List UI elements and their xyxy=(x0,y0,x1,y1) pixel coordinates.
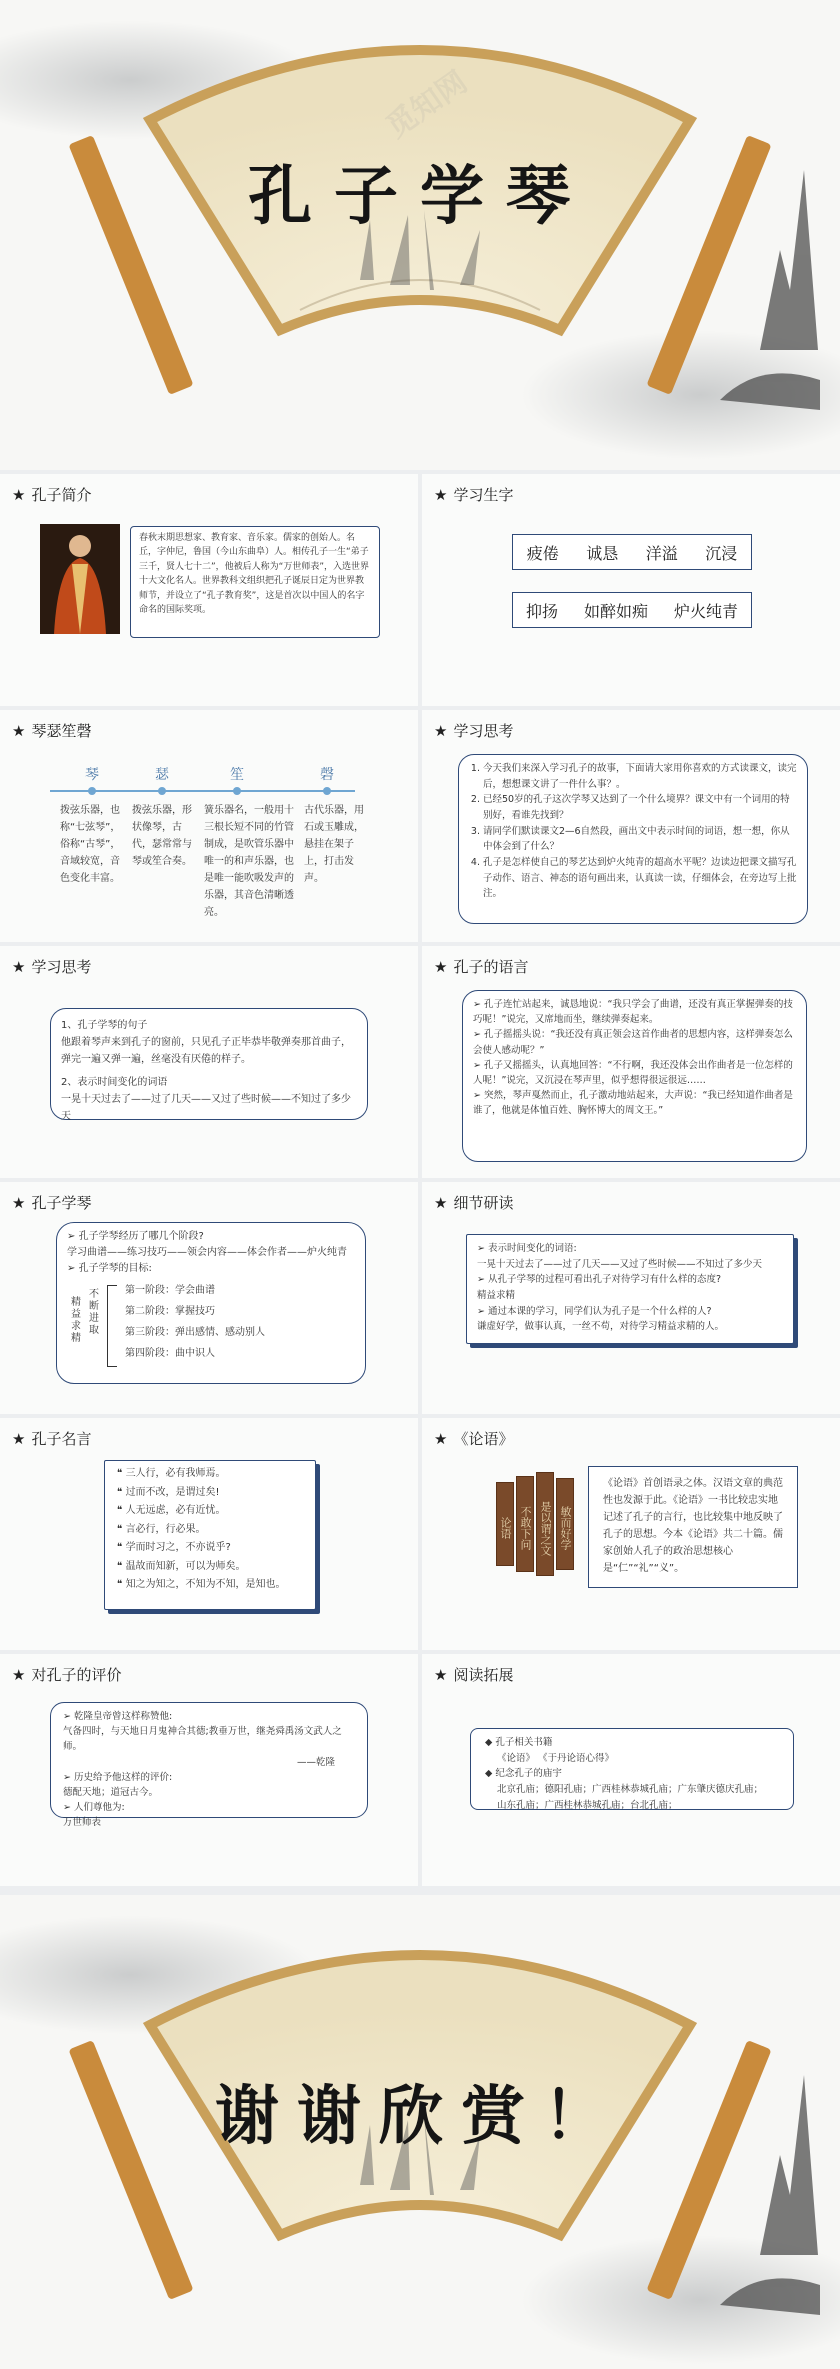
slide-analects xyxy=(422,1418,840,1650)
instrument-desc: 拨弦乐器，也称“七弦琴”，俗称“古琴”，音域较宽，音色变化丰富。 xyxy=(60,805,121,884)
speech-item: ➢ 孔子又摇摇头，认真地回答：“不行啊，我还没体会出作曲者是一位怎样的人呢！”说完，又沉浸在琴声里，似乎想得很远很远…… xyxy=(473,1059,793,1086)
evaluation-quote: 气备四时，与天地日月鬼神合其德;教垂万世，继尧舜禹汤文武人之师。 xyxy=(63,1726,342,1753)
word-row-1 xyxy=(512,534,752,570)
slide-header: ★ 学习思考 xyxy=(434,722,514,740)
slide-extended-reading xyxy=(422,1654,840,1886)
watermark: 觅知网 xyxy=(380,64,474,146)
detail-line: 谦虚好学，做事认真，一丝不苟，对待学习精益求精的人。 xyxy=(477,1321,725,1333)
questions-box xyxy=(458,754,808,924)
instrument-desc: 古代乐器，用石或玉雕成，悬挂在架子上，打击发声。 xyxy=(304,805,364,884)
quote-item: ❝ 温故而知新，可以为师矣。 xyxy=(117,1560,246,1572)
confucius-portrait xyxy=(40,524,120,634)
slide-study-answers xyxy=(0,946,418,1178)
speech-item: ➢ 突然，琴声戛然而止，孔子激动地站起来，大声说：“我已经知道作曲者是谁了，他就是体恤百姓、胸怀博大的周文王。” xyxy=(473,1090,793,1117)
question-2: 2、表示时间变化的词语 xyxy=(61,1077,168,1088)
end-title: 谢谢欣赏！ xyxy=(215,2079,625,2154)
stage-item: 第四阶段：曲中识人 xyxy=(125,1348,215,1359)
end-slide xyxy=(0,1895,840,2369)
reading-heading: ◆ 纪念孔子的庙宇 xyxy=(485,1768,562,1780)
evaluation-text: 德配天地；道冠古今。 xyxy=(63,1786,159,1798)
slide-confucius-speech xyxy=(422,946,840,1178)
detail-line: 一晃十天过去了——过了几天——又过了些时候——不知过了多少天 xyxy=(477,1258,763,1270)
slide-study-questions xyxy=(422,710,840,942)
question-item: 1. 今天我们来深入学习孔子的故事，下面请大家用你喜欢的方式读课文，读完后，想想课文讲了一件什么事？。 xyxy=(483,761,797,792)
quote-item: ❝ 学而时习之，不亦说乎? xyxy=(117,1542,231,1553)
word: 疲倦 xyxy=(526,543,559,563)
reading-books: 《论语》 《于丹论语心得》 xyxy=(497,1752,615,1764)
slide-header: ★ 孔子名言 xyxy=(12,1430,92,1448)
instrument-desc: 拨弦乐器，形状像琴，古代，瑟常常与琴或笙合奏。 xyxy=(132,805,192,867)
quote-item: ❝ 过而不改，是谓过矣! xyxy=(117,1486,220,1498)
stage-question-1: ➢ 孔子学琴经历了哪几个阶段? xyxy=(67,1231,204,1242)
answer-1: 他跟着琴声来到孔子的窗前，只见孔子正毕恭毕敬弹奏那首曲子，弹完一遍又弹一遍，丝毫没有厌倦的样子。 xyxy=(61,1037,351,1065)
title-slide xyxy=(0,0,840,470)
question-item: 3. 请同学们默读课文2—6自然段，画出文中表示时间的词语，想一想，你从中体会到了什么？ xyxy=(483,824,797,855)
detail-box xyxy=(466,1234,794,1344)
stage-item: 第三阶段：弹出感情、感动别人 xyxy=(125,1327,265,1338)
stage-item: 第二阶段：掌握技巧 xyxy=(125,1306,215,1317)
detail-line: ➢ 表示时间变化的词语: xyxy=(477,1243,577,1254)
slide-header: ★ 孔子学琴 xyxy=(12,1194,92,1212)
quote-item: ❝ 三人行，必有我师焉。 xyxy=(117,1468,226,1479)
evaluation-heading: ➢ 历史给予他这样的评价: xyxy=(63,1771,173,1783)
slide-header: ★ 《论语》 xyxy=(434,1430,514,1448)
instrument-label: 磬 xyxy=(320,767,334,783)
timeline-dot xyxy=(88,787,96,795)
slide-header: ★ 学习思考 xyxy=(12,958,92,976)
slide-header: ★ 琴瑟笙磬 xyxy=(12,722,92,740)
question-1: 1、孔子学琴的句子 xyxy=(61,1020,148,1031)
answer-2: 一晃十天过去了——过了几天——又过了些时候——不知过了多少天 xyxy=(61,1094,351,1122)
word: 沉浸 xyxy=(705,543,738,563)
slide-header: ★ 阅读拓展 xyxy=(434,1666,514,1684)
evaluation-heading: ➢ 人们尊他为: xyxy=(63,1802,125,1814)
reading-heading: ◆ 孔子相关书籍 xyxy=(485,1737,553,1748)
detail-line: 精益求精 xyxy=(477,1290,516,1302)
side-label: 不断进取 xyxy=(89,1289,99,1336)
slide-header: ★ 细节研读 xyxy=(434,1194,514,1212)
reading-text: 北京孔庙；德阳孔庙；广西桂林恭城孔庙；广东肇庆德庆孔庙； xyxy=(497,1784,764,1796)
quote-item: ❝ 人无远虑，必有近忧。 xyxy=(117,1505,226,1516)
timeline-dot xyxy=(233,787,241,795)
slide-header: ★ 孔子的语言 xyxy=(434,958,529,976)
analects-text-box: 《论语》首创语录之体。汉语文章的典范性也发源于此。《论语》一书比较忠实地记述了孔子的言行，也比较集中地反映了孔子的思想。今本《论语》共二十篇。儒家创始人孔子的政治思想核心是“仁”“礼”“义”。 xyxy=(588,1466,798,1588)
bamboo-book: 不敢下问 xyxy=(516,1476,534,1572)
bamboo-book: 是以谓之文 xyxy=(536,1472,554,1576)
slide-confucius-quotes xyxy=(0,1418,418,1650)
word-row-2 xyxy=(512,592,752,628)
bamboo-book: 敏而好学 xyxy=(556,1478,574,1570)
timeline-dot xyxy=(158,787,166,795)
slide-header: ★ 对孔子的评价 xyxy=(12,1666,122,1684)
word: 诚恳 xyxy=(586,543,619,563)
speech-item: ➢ 孔子连忙站起来，诚恳地说：“我只学会了曲谱，还没有真正掌握弹奏的技巧呢！”说完，又席地而坐，继续弹奏起来。 xyxy=(473,999,793,1026)
evaluation-box xyxy=(50,1702,368,1829)
detail-line: ➢ 从孔子学琴的过程可看出孔子对待学习有什么样的态度? xyxy=(477,1274,722,1286)
stage-question-2: ➢ 孔子学琴的目标: xyxy=(67,1263,152,1274)
page-title: 孔子学琴 xyxy=(248,159,592,234)
slide-detail-reading xyxy=(422,1182,840,1414)
bracket xyxy=(107,1285,117,1367)
evaluation-text: 万世师表 xyxy=(63,1817,102,1829)
reading-text: 山东孔庙；广西桂林恭城孔庙；台北孔庙； xyxy=(497,1799,678,1811)
intro-text-box: 春秋末期思想家、教育家、音乐家。儒家的创始人。名丘，字仲尼，鲁国（今山东曲阜）人。相传孔子一生“弟子三千，贤人七十二”，他被后人称为“万世师表”，入选世界十大文化名人。世界教科文组织把孔子诞辰日定为世界教师节，并设立了“孔子教育奖”，这是首次以中国人的名字命名的国际奖项。 xyxy=(130,526,380,638)
speech-item: ➢ 孔子摇摇头说：“我还没有真正领会这首作曲者的思想内容，这样弹奏怎么会使人感动呢？” xyxy=(473,1029,793,1056)
question-item: 4. 孔子是怎样使自己的琴艺达到炉火纯青的超高水平呢？边读边把课文描写孔子动作、语言、神态的语句画出来，认真读一读，仔细体会，在旁边写上批注。 xyxy=(483,855,797,902)
reading-box xyxy=(470,1728,794,1810)
word: 炉火纯青 xyxy=(673,601,738,621)
stages-box xyxy=(56,1222,366,1384)
side-label: 精益求精 xyxy=(71,1297,81,1344)
instrument-label: 笙 xyxy=(230,767,244,783)
word: 抑扬 xyxy=(525,601,558,621)
word: 如醉如痴 xyxy=(583,601,648,621)
word: 洋溢 xyxy=(645,543,678,563)
stage-item: 第一阶段：学会曲谱 xyxy=(125,1285,215,1296)
answers-box xyxy=(50,1008,368,1120)
evaluation-heading: ➢ 乾隆皇帝曾这样称赞他: xyxy=(63,1711,173,1722)
instrument-label: 琴 xyxy=(85,767,99,783)
stages-diagram xyxy=(67,1279,355,1375)
slide-header: ★ 学习生字 xyxy=(434,486,514,504)
bamboo-book: 论语 xyxy=(496,1482,514,1566)
quotes-box xyxy=(104,1460,316,1610)
timeline-dot xyxy=(323,787,331,795)
slide-evaluation xyxy=(0,1654,418,1886)
quote-item: ❝ 言必行，行必果。 xyxy=(117,1523,206,1535)
slide-new-words xyxy=(422,474,840,706)
slide-confucius-intro xyxy=(0,474,418,706)
slide-instruments xyxy=(0,710,418,942)
slide-learning-stages xyxy=(0,1182,418,1414)
slide-header: ★ 孔子简介 xyxy=(12,486,92,504)
speech-box xyxy=(462,990,807,1162)
question-item: 2. 已经50岁的孔子这次学琴又达到了一个什么境界？课文中有一个词用的特别好，看谁先找到？ xyxy=(483,792,797,823)
detail-line: ➢ 通过本课的学习，同学们认为孔子是一个什么样的人? xyxy=(477,1305,712,1317)
instrument-desc: 簧乐器名，一般用十三根长短不同的竹管制成，是吹管乐器中唯一的和声乐器，也是唯一能吹吸发声的乐器，其音色清晰透亮。 xyxy=(204,805,294,918)
quote-item: ❝ 知之为知之，不知为不知，是知也。 xyxy=(117,1579,286,1590)
evaluation-sign: ——乾隆 xyxy=(296,1756,335,1768)
instrument-label: 瑟 xyxy=(155,767,169,783)
stage-answer-1: 学习曲谱——练习技巧——领会内容——体会作者——炉火纯青 xyxy=(67,1247,347,1258)
